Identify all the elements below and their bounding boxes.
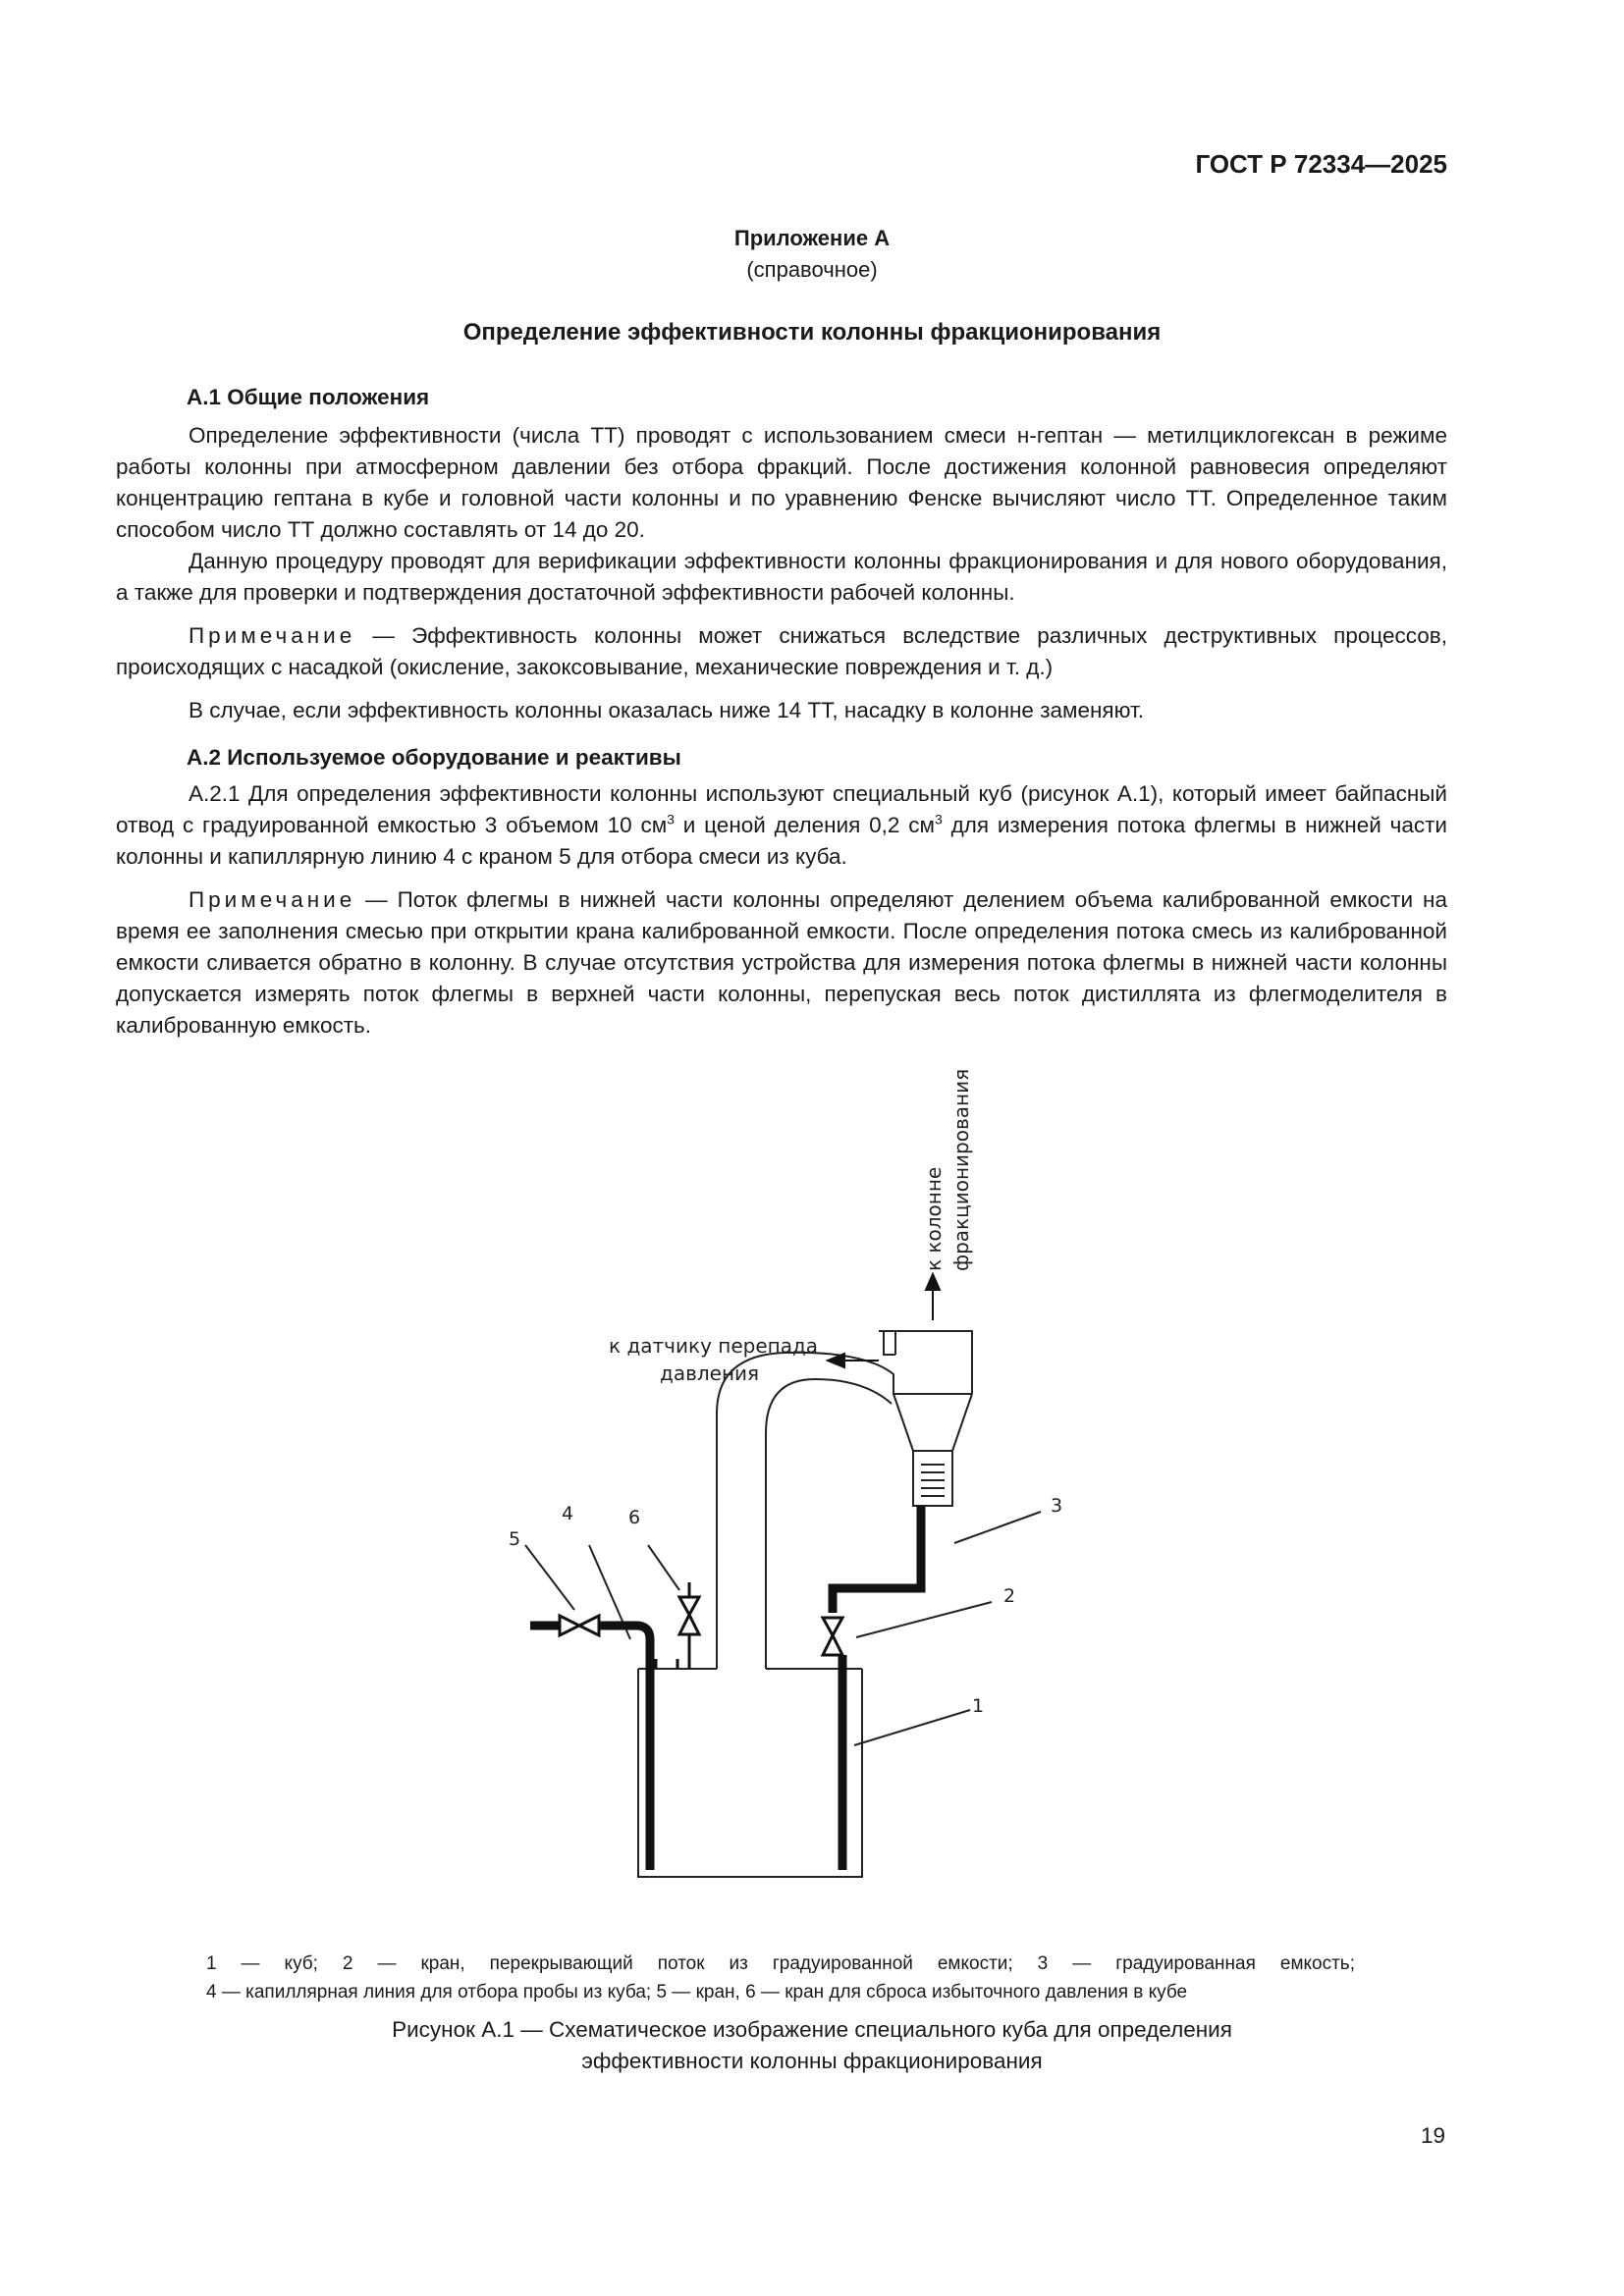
callout-4: 4: [562, 1503, 574, 1524]
cube-outline: [638, 1669, 862, 1877]
arrow-left-icon: [828, 1354, 844, 1367]
page-number: 19: [1420, 2123, 1445, 2148]
figure-caption: [0, 2014, 1624, 2077]
leader-6: [648, 1545, 679, 1590]
bypass-tube-outer: [717, 1353, 893, 1669]
valve-2-icon: [823, 1618, 842, 1655]
note-label: Примечание: [189, 623, 356, 648]
callout-6: 6: [628, 1507, 641, 1528]
label-sensor-line1: к датчику перепада: [609, 1334, 819, 1358]
figure-a1-diagram: [0, 1050, 1624, 1934]
column-joint: [895, 1331, 972, 1394]
capillary-line-4: [599, 1626, 650, 1870]
appendix-heading: Определение эффективности колонны фракционирования: [462, 319, 1162, 346]
section-a1-body: [116, 420, 1447, 726]
section-a2-paragraph-1: [116, 778, 1447, 873]
label-sensor-line2: давления: [660, 1362, 760, 1385]
graduated-vessel: [913, 1451, 952, 1506]
callout-3: 3: [1051, 1495, 1063, 1517]
cube-ports: [656, 1659, 677, 1669]
section-a1-note: [116, 620, 1447, 683]
funnel-sides: [893, 1394, 972, 1451]
callout-1: 1: [972, 1695, 985, 1717]
valve-6-icon: [679, 1597, 699, 1634]
valve-5-icon: [560, 1616, 599, 1635]
graduation-marks: [921, 1465, 945, 1496]
callout-2: 2: [1003, 1585, 1016, 1607]
caption-line-1: Рисунок А.1 — Схематическое изображение специального куба для определения: [392, 2017, 1232, 2042]
label-column-line2: фракционирования: [949, 1068, 973, 1271]
note-text: — Поток флегмы в нижней части колонны определяют делением объема калиброванной емкости на время ее заполнения смесью при открытии крана калиброванной емкости. После определения потока смесь из калиброванной емкости сливается обратно в колонну. В случае отсутствия устройства для измерения потока флегмы в нижней части колонны допускается измерять поток флегмы в верхней части колонны, перепуская весь поток дистиллята из флегмоделителя в калиброванную емкость.: [116, 887, 1447, 1038]
section-a2-body: [116, 778, 1447, 1041]
callout-5: 5: [509, 1528, 521, 1550]
text-run: и ценой деления 0,2 см: [674, 813, 935, 837]
text-run: А.2.1 Для определения эффективности колонны используют специальный куб (рисунок А.1), который имеет байпасный отвод с градуированной емкостью 3 объемом 10 см: [116, 781, 1447, 837]
note-label: Примечание: [189, 887, 356, 912]
note-text: — Эффективность колонны может снижаться вследствие различных деструктивных процессов, происходящих с насадкой (окисление, закоксовывание, механические повреждения и т. д.): [116, 623, 1447, 679]
bypass-drain-line: [833, 1506, 921, 1613]
arrow-up-icon: [926, 1274, 940, 1290]
leader-1: [854, 1710, 970, 1745]
label-column-line1: к колонне: [922, 1166, 946, 1271]
superscript: 3: [667, 811, 675, 828]
caption-line-2: эффективности колонны фракционирования: [581, 2049, 1043, 2073]
section-a2-note: [116, 884, 1447, 1041]
section-a1-paragraph-1: Определение эффективности (числа ТТ) проводят с использованием смеси н-гептан — метилциклогексан в режиме работы колонны при атмосферном давлении без отбора фракций. После достижения колонной равновесия определяют концентрацию гептана в кубе и головной части колонны и по уравнению Фенске вычисляют число ТТ. Определенное таким способом число ТТ должно составлять от 14 до 20.: [116, 423, 1447, 542]
section-a1-paragraph-3: В случае, если эффективность колонны оказалась ниже 14 ТТ, насадку в колонне заменяют.: [189, 698, 1145, 722]
text-run: для измерения потока флегмы в нижней части колонны и капиллярную линию 4 с краном 5 для отбора смеси из куба.: [116, 813, 1447, 869]
appendix-title: Приложение А: [733, 226, 891, 250]
superscript: 3: [934, 811, 943, 828]
funnel-top: [893, 1384, 972, 1394]
figure-legend: [206, 1949, 1355, 2006]
sensor-port: [884, 1331, 895, 1355]
leader-2: [856, 1602, 992, 1637]
legend-line-1: 1 — куб; 2 — кран, перекрывающий поток из градуированной емкости; 3 — градуированная емкость;: [206, 1953, 1355, 1974]
document-id: ГОСТ Р 72334—2025: [1195, 149, 1447, 179]
legend-line-2: 4 — капиллярная линия для отбора пробы из куба; 5 — кран, 6 — кран для сброса избыточного давления в кубе: [206, 1982, 1188, 2002]
section-a1-paragraph-2: Данную процедуру проводят для верификации эффективности колонны фракционирования и для нового оборудования, а также для проверки и подтверждения достаточной эффективности рабочей колонны.: [116, 549, 1447, 605]
leader-3: [954, 1512, 1041, 1543]
section-a1-heading: А.1 Общие положения: [187, 385, 430, 409]
leader-5: [525, 1545, 574, 1610]
appendix-type: (справочное): [746, 257, 878, 282]
section-a2-heading: А.2 Используемое оборудование и реактивы: [187, 745, 681, 770]
